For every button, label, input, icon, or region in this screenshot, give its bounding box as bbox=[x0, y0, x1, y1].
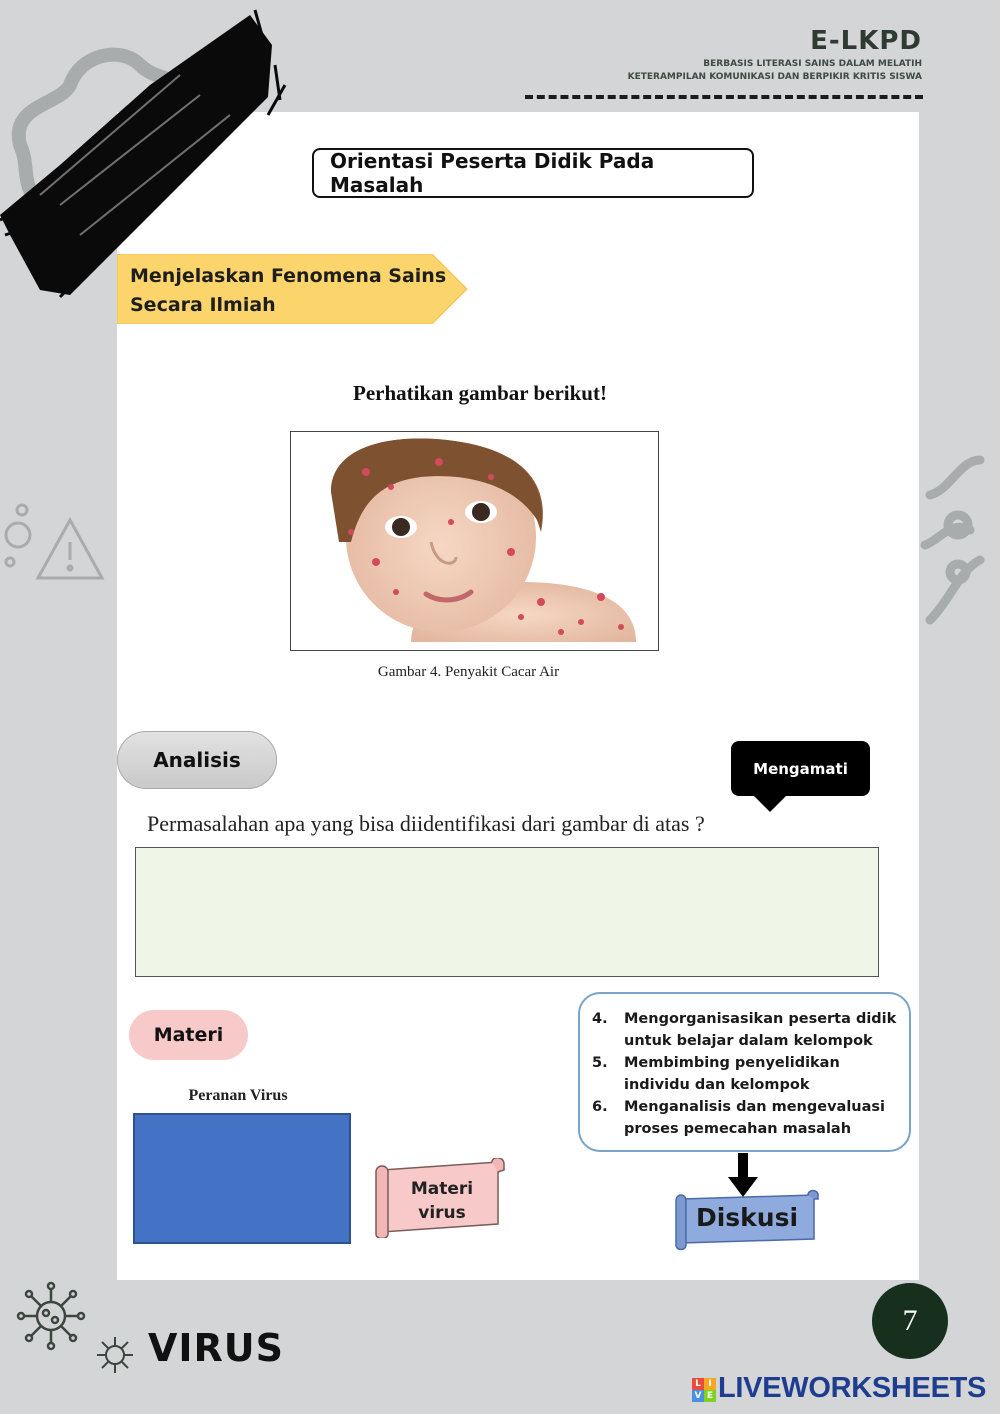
step-text: Menganalisis dan mengevaluasi proses pemecahan masalah bbox=[624, 1099, 886, 1137]
footer-topic-title: VIRUS bbox=[148, 1326, 285, 1370]
step-item bbox=[592, 1052, 897, 1096]
header-subtitle-line1: BERBASIS LITERASI SAINS DALAM MELATIH bbox=[703, 59, 922, 69]
step-text: Membimbing penyelidikan individu dan kelompok bbox=[624, 1055, 840, 1093]
materi-virus-scroll-text[interactable] bbox=[398, 1177, 486, 1225]
step-item bbox=[592, 1096, 897, 1140]
virus-outline-decoration-left bbox=[0, 490, 110, 585]
analisis-label: Analisis bbox=[117, 731, 277, 789]
virus-icon bbox=[15, 1280, 87, 1352]
diskusi-label[interactable]: Diskusi bbox=[695, 1203, 799, 1232]
analysis-question: Permasalahan apa yang bisa diidentifikasi dari gambar di atas ? bbox=[147, 811, 705, 836]
header-dashed-divider bbox=[525, 95, 923, 99]
peranan-virus-media-box[interactable] bbox=[133, 1113, 351, 1244]
materi-label: Materi bbox=[129, 1010, 248, 1060]
step-number: 4. bbox=[592, 1011, 608, 1027]
logo-letter: E bbox=[704, 1390, 716, 1402]
step-item bbox=[592, 1008, 897, 1052]
orientation-title-box: Orientasi Peserta Didik Pada Masalah bbox=[312, 148, 754, 198]
small-virus-icon bbox=[93, 1333, 137, 1377]
logo-letter: L bbox=[692, 1378, 704, 1390]
header-subtitle bbox=[628, 58, 922, 84]
scroll-line2: virus bbox=[418, 1203, 466, 1223]
banner-line1: Menjelaskan Fenomena Sains bbox=[130, 265, 447, 287]
step-text: Mengorganisasikan peserta didik untuk belajar dalam kelompok bbox=[624, 1011, 897, 1049]
peranan-virus-label: Peranan Virus bbox=[188, 1087, 288, 1104]
learning-steps-list bbox=[592, 1008, 897, 1140]
liveworksheets-brand[interactable]: LIVEWORKSHEETS bbox=[718, 1372, 987, 1404]
logo-letter: I bbox=[704, 1378, 716, 1390]
header-subtitle-line2: KETERAMPILAN KOMUNIKASI DAN BERPIKIR KRITIS SISWA bbox=[627, 72, 922, 82]
speech-bubble-tail bbox=[752, 794, 788, 812]
header-title: E-LKPD bbox=[810, 26, 922, 56]
section-banner-text bbox=[130, 262, 446, 320]
mengamati-speech-bubble: Mengamati bbox=[731, 741, 870, 796]
step-number: 6. bbox=[592, 1099, 608, 1115]
virus-outline-decoration-right bbox=[920, 450, 1000, 640]
step-number: 5. bbox=[592, 1055, 608, 1071]
chickenpox-child-photo bbox=[291, 432, 658, 650]
logo-letter: V bbox=[692, 1390, 704, 1402]
scroll-line1: Materi bbox=[410, 1179, 474, 1199]
figure-caption: Gambar 4. Penyakit Cacar Air bbox=[377, 664, 560, 680]
banner-line2: Secara Ilmiah bbox=[130, 294, 276, 316]
chickenpox-photo-frame bbox=[290, 431, 659, 651]
answer-input[interactable] bbox=[135, 847, 879, 977]
learning-steps-box bbox=[578, 992, 911, 1152]
liveworksheets-logo-icon bbox=[692, 1378, 716, 1402]
figure-instruction: Perhatikan gambar berikut! bbox=[353, 381, 607, 405]
page-number: 7 bbox=[872, 1283, 948, 1359]
